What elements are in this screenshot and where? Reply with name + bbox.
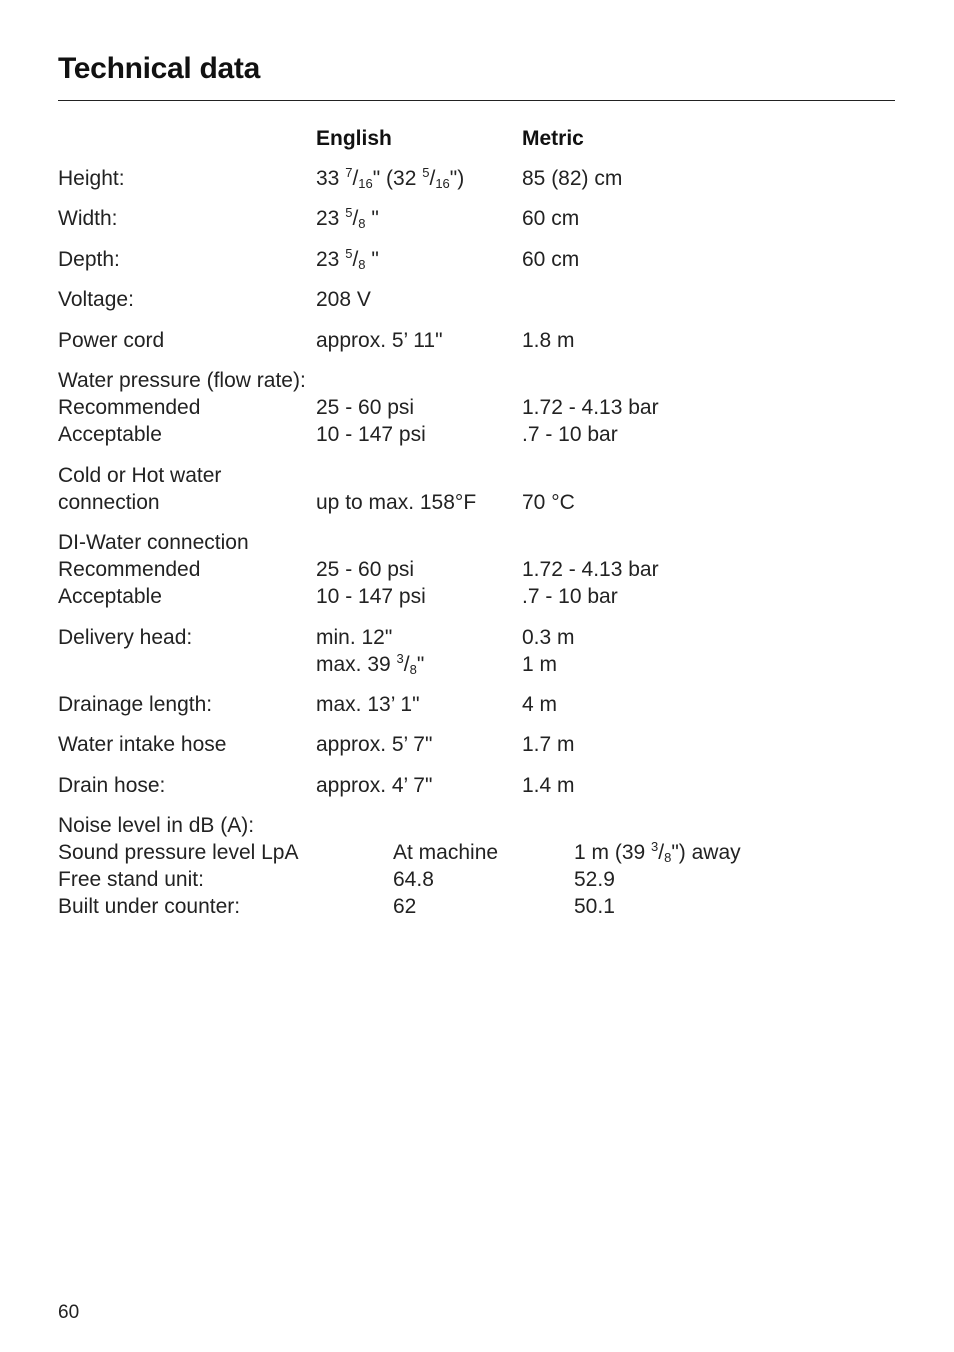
drain-hose-label: Drain hose: [58,774,166,797]
intake-hose-english: approx. 5’ 7" [316,733,433,756]
noise-sound-pressure-label: Sound pressure level LpA [58,841,299,864]
voltage-english: 208 V [316,288,371,311]
width-english: 23 $^5/_8$ " [316,205,379,231]
di-water-recommended-label: Recommended [58,558,201,581]
noise-free-stand-at-machine: 64.8 [393,868,434,891]
water-pressure-label: Water pressure (flow rate): [58,369,306,392]
di-water-recommended-metric: 1.72 - 4.13 bar [522,558,659,581]
water-pressure-acceptable-label: Acceptable [58,423,162,446]
noise-free-stand-label: Free stand unit: [58,868,204,891]
drainage-length-english: max. 13’ 1" [316,693,420,716]
width-label: Width: [58,207,118,230]
hot-water-label-line2: connection [58,491,160,514]
page-title: Technical data [58,52,260,85]
di-water-recommended-english: 25 - 60 psi [316,558,415,581]
di-water-acceptable-metric: .7 - 10 bar [522,585,618,608]
di-water-acceptable-label: Acceptable [58,585,162,608]
depth-metric: 60 cm [522,248,580,271]
di-water-acceptable-english: 10 - 147 psi [316,585,426,608]
noise-built-under-away: 50.1 [574,895,615,918]
depth-english: 23 $^5/_8$ " [316,246,379,272]
water-pressure-recommended-english: 25 - 60 psi [316,396,415,419]
power-cord-english: approx. 5’ 11" [316,329,443,352]
water-pressure-recommended-label: Recommended [58,396,201,419]
height-metric: 85 (82) cm [522,167,623,190]
water-pressure-recommended-metric: 1.72 - 4.13 bar [522,396,659,419]
water-pressure-acceptable-english: 10 - 147 psi [316,423,426,446]
noise-away-header: 1 m (39 $^3/_8$") away [574,839,741,865]
hot-water-metric: 70 °C [522,491,575,514]
power-cord-label: Power cord [58,329,165,352]
delivery-head-label: Delivery head: [58,626,193,649]
delivery-head-min-metric: 0.3 m [522,626,575,649]
height-label: Height: [58,167,125,190]
di-water-label: DI-Water connection [58,531,249,554]
metric-column-header: Metric [522,127,584,150]
title-divider [58,100,895,101]
delivery-head-min-english: min. 12" [316,626,393,649]
power-cord-metric: 1.8 m [522,329,575,352]
hot-water-label-line1: Cold or Hot water [58,464,222,487]
delivery-head-max-metric: 1 m [522,653,558,676]
width-metric: 60 cm [522,207,580,230]
intake-hose-label: Water intake hose [58,733,227,756]
voltage-label: Voltage: [58,288,134,311]
drainage-length-metric: 4 m [522,693,558,716]
water-pressure-acceptable-metric: .7 - 10 bar [522,423,618,446]
depth-label: Depth: [58,248,120,271]
hot-water-english: up to max. 158°F [316,491,477,514]
noise-built-under-label: Built under counter: [58,895,241,918]
delivery-head-max-english: max. 39 $^3/_8$" [316,651,425,677]
noise-at-machine-header: At machine [393,841,499,864]
noise-label: Noise level in dB (A): [58,814,255,837]
drain-hose-english: approx. 4’ 7" [316,774,433,797]
height-english: 33 $^7/_{16}$" (32 $^5/_{16}$") [316,165,465,191]
drainage-length-label: Drainage length: [58,693,213,716]
intake-hose-metric: 1.7 m [522,733,575,756]
page-number: 60 [58,1302,80,1323]
noise-free-stand-away: 52.9 [574,868,615,891]
drain-hose-metric: 1.4 m [522,774,575,797]
english-column-header: English [316,127,392,150]
noise-built-under-at-machine: 62 [393,895,417,918]
